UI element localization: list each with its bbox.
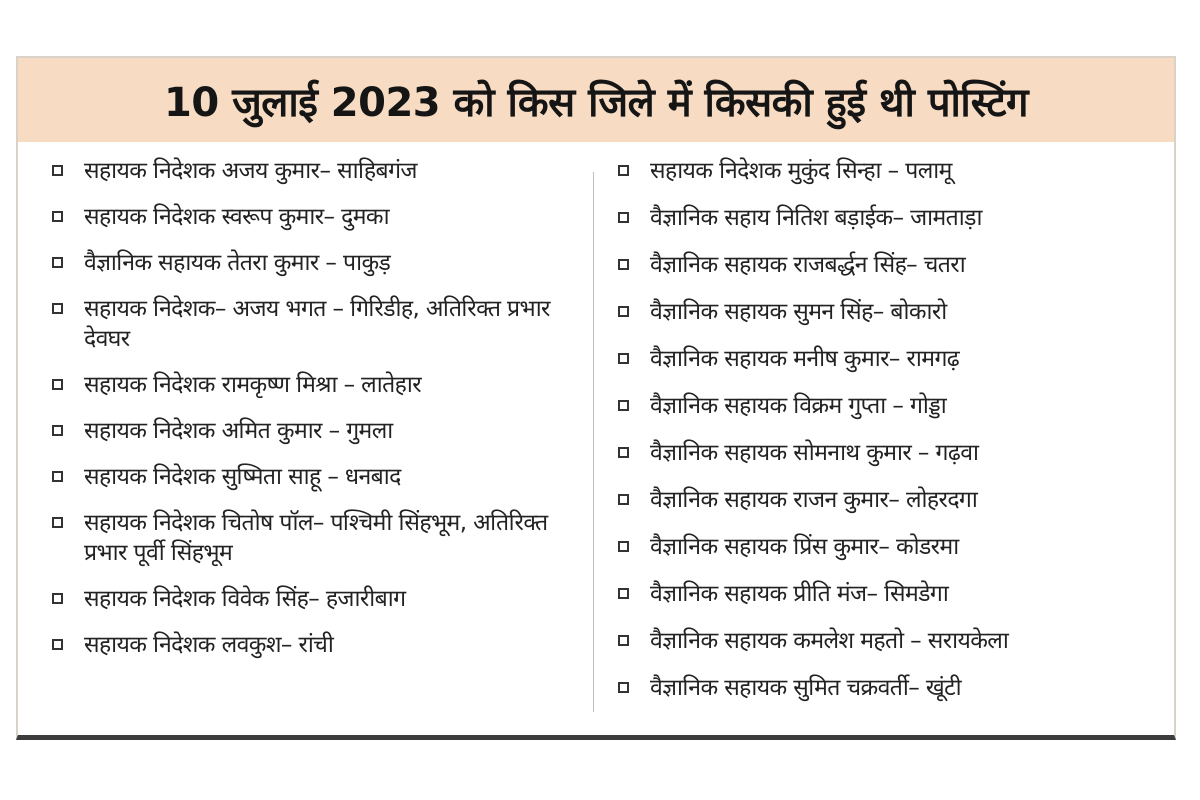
list-item-text: सहायक निदेशक सुष्मिता साहू – धनबाद bbox=[84, 464, 401, 490]
list-item-text: वैज्ञानिक सहायक कमलेश महतो – सरायकेला bbox=[650, 628, 1009, 654]
square-bullet-icon bbox=[618, 682, 629, 693]
list-item-text: सहायक निदेशक मुकुंद सिन्हा – पलामू bbox=[650, 158, 952, 184]
list-item bbox=[618, 156, 1164, 186]
square-bullet-icon bbox=[618, 165, 629, 176]
left-column bbox=[18, 142, 591, 734]
posting-list-card bbox=[16, 56, 1176, 740]
list-item bbox=[52, 202, 581, 232]
square-bullet-icon bbox=[52, 593, 63, 604]
square-bullet-icon bbox=[52, 211, 63, 222]
square-bullet-icon bbox=[618, 541, 629, 552]
square-bullet-icon bbox=[52, 303, 63, 314]
list-item bbox=[52, 508, 581, 568]
list-item-text: सहायक निदेशक चितोष पॉल– पश्चिमी सिंहभूम, अतिरिक्त प्रभार पूर्वी सिंहभूम bbox=[84, 510, 548, 566]
square-bullet-icon bbox=[618, 447, 629, 458]
list-item bbox=[618, 673, 1164, 703]
list-item-text: वैज्ञानिक सहायक मनीष कुमार– रामगढ़ bbox=[650, 346, 960, 372]
list-item-text: सहायक निदेशक अजय कुमार– साहिबगंज bbox=[84, 158, 417, 184]
list-item-text: सहायक निदेशक स्वरूप कुमार– दुमका bbox=[84, 204, 389, 230]
list-item bbox=[618, 297, 1164, 327]
list-item bbox=[618, 626, 1164, 656]
header-band bbox=[18, 58, 1174, 142]
list-item-text: वैज्ञानिक सहायक सुमन सिंह– बोकारो bbox=[650, 299, 947, 325]
list-item bbox=[618, 391, 1164, 421]
list-item-text: वैज्ञानिक सहायक विक्रम गुप्ता – गोड्डा bbox=[650, 393, 947, 419]
list-item bbox=[52, 156, 581, 186]
list-item bbox=[52, 462, 581, 492]
square-bullet-icon bbox=[618, 259, 629, 270]
list-item-text: वैज्ञानिक सहायक तेतरा कुमार – पाकुड़ bbox=[84, 250, 391, 276]
square-bullet-icon bbox=[52, 639, 63, 650]
list-item-text: वैज्ञानिक सहायक सोमनाथ कुमार – गढ़वा bbox=[650, 440, 979, 466]
square-bullet-icon bbox=[52, 471, 63, 482]
list-item-text: वैज्ञानिक सहायक प्रिंस कुमार– कोडरमा bbox=[650, 534, 959, 560]
list-item bbox=[618, 579, 1164, 609]
list-item-text: वैज्ञानिक सहायक प्रीति मंज– सिमडेगा bbox=[650, 581, 949, 607]
square-bullet-icon bbox=[618, 494, 629, 505]
square-bullet-icon bbox=[618, 635, 629, 646]
square-bullet-icon bbox=[52, 165, 63, 176]
list-item bbox=[52, 370, 581, 400]
square-bullet-icon bbox=[618, 353, 629, 364]
posting-columns bbox=[18, 142, 1174, 734]
square-bullet-icon bbox=[618, 306, 629, 317]
square-bullet-icon bbox=[618, 588, 629, 599]
list-item bbox=[618, 250, 1164, 280]
list-item bbox=[52, 248, 581, 278]
square-bullet-icon bbox=[52, 425, 63, 436]
square-bullet-icon bbox=[618, 212, 629, 223]
column-divider bbox=[593, 172, 594, 712]
list-item bbox=[618, 344, 1164, 374]
list-item-text: सहायक निदेशक– अजय भगत – गिरिडीह, अतिरिक्त प्रभार देवघर bbox=[84, 296, 550, 352]
list-item-text: वैज्ञानिक सहाय नितिश बड़ाईक– जामताड़ा bbox=[650, 205, 982, 231]
list-item-text: वैज्ञानिक सहायक राजबर्द्धन सिंह– चतरा bbox=[650, 252, 966, 278]
list-item-text: सहायक निदेशक अमित कुमार – गुमला bbox=[84, 418, 393, 444]
list-item bbox=[52, 584, 581, 614]
page-title: 10 जुलाई 2023 को किस जिले में किसकी हुई थी पोस्टिंग bbox=[163, 79, 1028, 126]
right-column bbox=[591, 142, 1174, 734]
square-bullet-icon bbox=[52, 257, 63, 268]
list-item-text: वैज्ञानिक सहायक राजन कुमार– लोहरदगा bbox=[650, 487, 978, 513]
list-item-text: वैज्ञानिक सहायक सुमित चक्रवर्ती– खूंटी bbox=[650, 675, 962, 701]
list-item-text: सहायक निदेशक लवकुश– रांची bbox=[84, 632, 334, 658]
list-item bbox=[52, 416, 581, 446]
list-item bbox=[618, 438, 1164, 468]
square-bullet-icon bbox=[52, 517, 63, 528]
list-item bbox=[52, 630, 581, 660]
square-bullet-icon bbox=[52, 379, 63, 390]
list-item bbox=[618, 485, 1164, 515]
list-item-text: सहायक निदेशक रामकृष्ण मिश्रा – लातेहार bbox=[84, 372, 422, 398]
list-item bbox=[618, 532, 1164, 562]
list-item-text: सहायक निदेशक विवेक सिंह– हजारीबाग bbox=[84, 586, 406, 612]
list-item bbox=[52, 294, 581, 354]
list-item bbox=[618, 203, 1164, 233]
square-bullet-icon bbox=[618, 400, 629, 411]
